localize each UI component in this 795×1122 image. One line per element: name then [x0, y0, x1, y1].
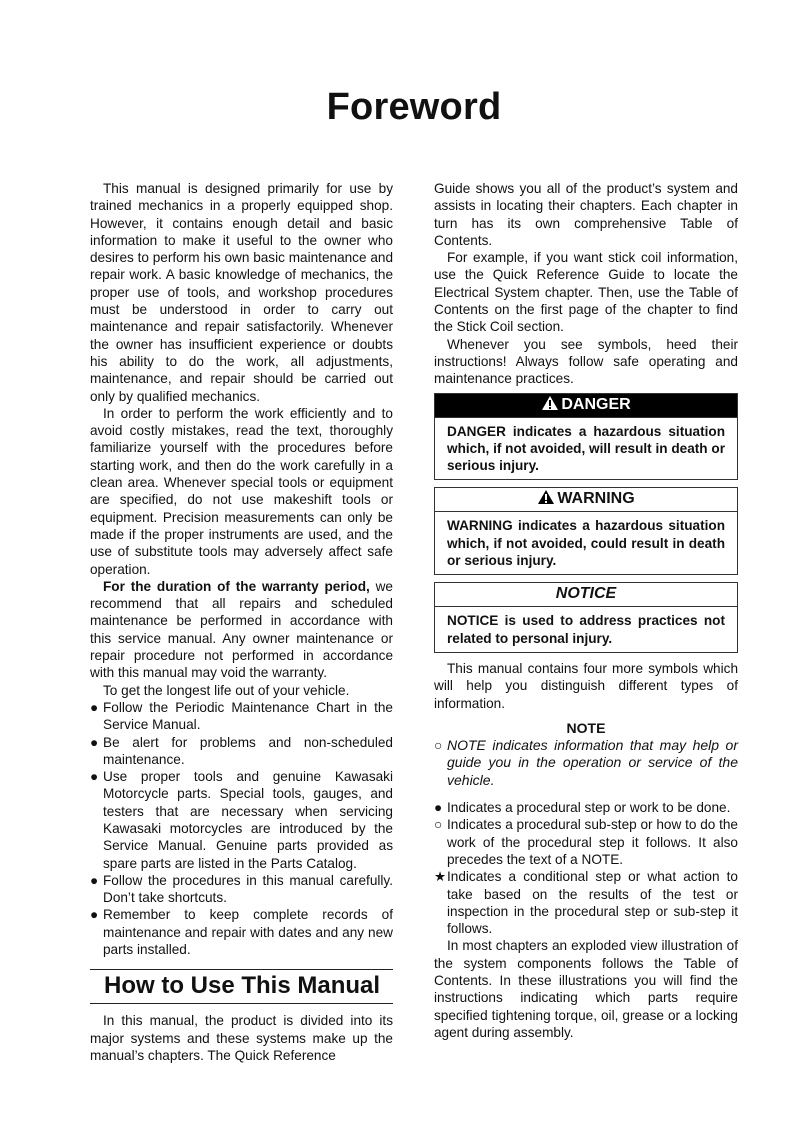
list-item: ● Indicates a procedural step or work to be done.	[434, 800, 731, 816]
exploded-view-paragraph: In most chapters an exploded view illustration of the system components follows the Table of Contents. In these illustrations you will find the instructions indicating which parts require specified tightening torque, oil, grease or a locking agent during assembly.	[434, 938, 738, 1040]
efficiency-paragraph: In order to perform the work efficiently and to avoid costly mistakes, read the text, thoroughly familiarize yourself with the procedures before starting work, and then do the work carefully in a clean area. Whenever special tools or equipment are specified, do not use makeshift tools or equipment. Precision measurements can only be made if the proper instruments are used, and the use of substitute tools may adversely affect safe operation.	[90, 405, 393, 577]
notice-text: NOTICE is used to address practices not related to personal injury.	[447, 613, 725, 646]
bullet-icon: ●	[90, 872, 99, 888]
chapters-paragraph: In this manual, the product is divided into its major systems and these systems make up the manual’s chapters. The Quick Reference	[90, 1013, 393, 1063]
intro-paragraph: This manual is designed primarily for use by trained mechanics in a properly equipped shop. However, it contains enough detail and basic information to make it useful to the owner who desires to perform his own basic maintenance and repair work. A basic knowledge of mechanics, the proper use of tools, and workshop procedures must be understood in order to carry out maintenance and repair satisfactorily. Whenever the owner has insufficient experience or doubts his ability to do the work, all adjustments, maintenance, and repair should be carried out only by qualified mechanics.	[90, 181, 393, 404]
warning-header	[435, 488, 737, 512]
list-item: ● Be alert for problems and non-scheduled maintenance.	[90, 734, 393, 767]
list-item: ○ NOTE indicates information that may help or guide you in the operation or service of the vehicle.	[434, 737, 738, 788]
warning-label: WARNING	[557, 490, 635, 508]
notice-box	[434, 582, 738, 653]
longest-life-paragraph: To get the longest life out of your vehicle.	[103, 682, 350, 698]
danger-box	[434, 393, 738, 481]
warranty-paragraph	[90, 578, 393, 682]
circle-icon: ○	[434, 817, 443, 833]
right-column	[434, 180, 738, 1041]
warning-triangle-icon	[541, 395, 559, 418]
warning-box	[434, 487, 738, 575]
star-icon: ★	[434, 869, 447, 885]
notice-header: NOTICE	[435, 583, 737, 607]
bullet-icon: ●	[90, 734, 99, 750]
list-item: ● Follow the procedures in this manual carefully. Don’t take shortcuts.	[90, 872, 393, 906]
list-item: ● Remember to keep complete records of maintenance and repair with dates and any new parts installed.	[90, 907, 393, 958]
list-item: ★ Indicates a conditional step or what action to take based on the results of the test or inspection in the procedural step or sub-step it follows.	[434, 869, 738, 937]
guide-paragraph: Guide shows you all of the product’s system and assists in locating their chapters. Each chapter in turn has its own comprehensive Table of Contents.	[434, 181, 738, 248]
note-title: NOTE	[566, 719, 606, 736]
list-item: ● Use proper tools and genuine Kawasaki Motorcycle parts. Special tools, gauges, and testers that are necessary when servicing Kawasaki motorcycles are introduced by the Service Manual. Genuine parts provided as spare parts are listed in the Parts Catalog.	[90, 769, 393, 871]
example-paragraph: For example, if you want stick coil information, use the Quick Reference Guide to locate the Electrical System chapter. Then, use the Table of Contents on the first page of the chapter to find the Stick Coil section.	[434, 250, 738, 335]
danger-header	[435, 394, 737, 418]
warranty-text: we recommend that all repairs and scheduled maintenance be performed in accordance with this service manual. Any owner maintenance or repair procedure not performed in accordance with this manual may void the warranty.	[90, 578, 393, 681]
page-title: Foreword	[326, 86, 502, 128]
bullet-icon: ●	[90, 769, 99, 785]
bullet-icon: ●	[90, 699, 99, 715]
bullet-icon: ●	[434, 800, 443, 816]
danger-label: DANGER	[561, 395, 631, 413]
left-column	[90, 180, 393, 1064]
circle-icon: ○	[434, 737, 443, 754]
section-heading: How to Use This Manual	[90, 969, 393, 1004]
maintenance-tips-list	[90, 699, 393, 958]
bullet-icon: ●	[90, 907, 99, 923]
warranty-lead: For the duration of the warranty period,	[103, 578, 370, 594]
danger-text: DANGER indicates a hazardous situation which, if not avoided, will result in death or serious injury.	[447, 423, 725, 474]
warning-triangle-icon	[537, 489, 555, 512]
symbols-paragraph: Whenever you see symbols, heed their instructions! Always follow safe operating and maintenance practices.	[434, 336, 738, 387]
list-item: ● Follow the Periodic Maintenance Chart in the Service Manual.	[90, 699, 393, 733]
four-symbols-paragraph: This manual contains four more symbols which will help you distinguish different types of information.	[434, 660, 738, 711]
warning-text: WARNING indicates a hazardous situation which, if not avoided, could result in death or serious injury.	[447, 518, 725, 569]
symbol-list	[434, 737, 738, 937]
list-item: ○ Indicates a procedural sub-step or how to do the work of the procedural step it follows. It also precedes the text of a NOTE.	[434, 817, 738, 867]
